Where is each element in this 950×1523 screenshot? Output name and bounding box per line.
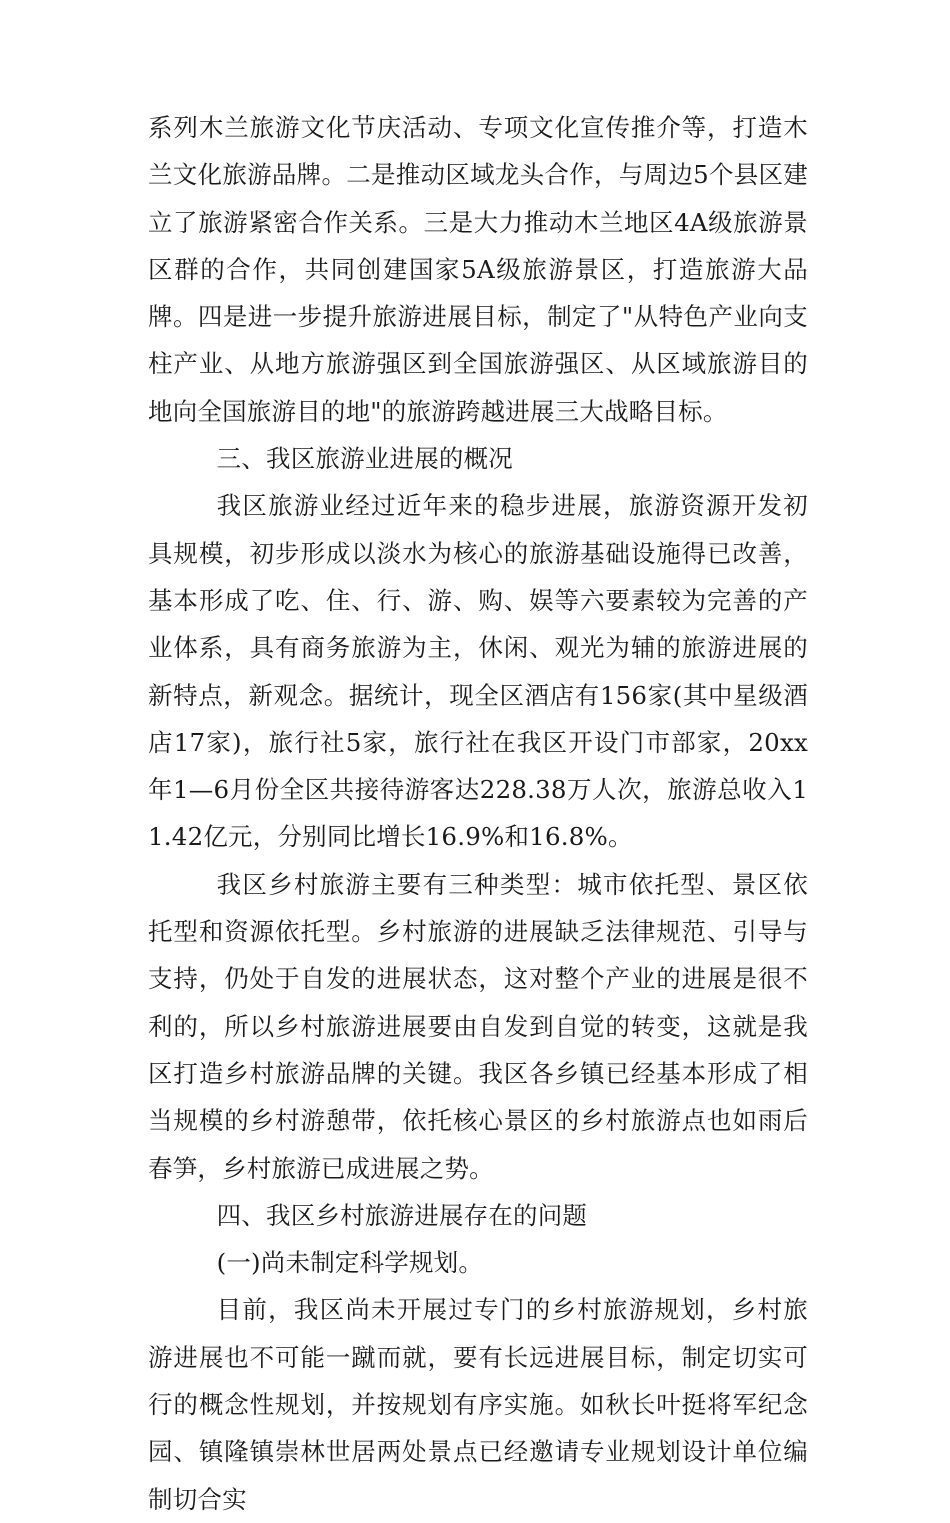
subsection-heading-1: (一)尚未制定科学规划。	[216, 1248, 484, 1278]
document-body	[148, 104, 808, 1523]
section-heading-4: 四、我区乡村旅游进展存在的问题	[216, 1200, 588, 1230]
section-heading-3: 三、我区旅游业进展的概况	[216, 444, 513, 474]
paragraph-planning: 目前，我区尚未开展过专门的乡村旅游规划，乡村旅游进展也不可能一蹴而就，要有长远进展目标，制定切实可行的概念性规划，并按规划有序实施。如秋长叶挺将军纪念园、镇隆镇崇林世居两处景点已经邀请专业规划设计单位编制切合实	[148, 1295, 808, 1514]
paragraph-continued: 系列木兰旅游文化节庆活动、专项文化宣传推介等，打造木兰文化旅游品牌。二是推动区域龙头合作，与周边5个县区建立了旅游紧密合作关系。三是大力推动木兰地区4A级旅游景区群的合作，共同创建国家5A级旅游景区，打造旅游大品牌。四是进一步提升旅游进展目标，制定了"从特色产业向支柱产业、从地方旅游强区到全国旅游强区、从区域旅游目的地向全国旅游目的地"的旅游跨越进展三大战略目标。	[148, 113, 808, 426]
paragraph-rural-types: 我区乡村旅游主要有三种类型：城市依托型、景区依托型和资源依托型。乡村旅游的进展缺乏法律规范、引导与支持，仍处于自发的进展状态，这对整个产业的进展是很不利的，所以乡村旅游进展要由自发到自觉的转变，这就是我区打造乡村旅游品牌的关键。我区各乡镇已经基本形成了相当规模的乡村游憩带，依托核心景区的乡村旅游点也如雨后春笋，乡村旅游已成进展之势。	[148, 869, 808, 1183]
paragraph-overview: 我区旅游业经过近年来的稳步进展，旅游资源开发初具规模，初步形成以淡水为核心的旅游基础设施得已改善，基本形成了吃、住、行、游、购、娱等六要素较为完善的产业体系，具有商务旅游为主，休闲、观光为辅的旅游进展的新特点，新观念。据统计，现全区酒店有156家(其中星级酒店17家)，旅行社5家，旅行社在我区开设门市部家，20xx年1—6月份全区共接待游客达228.38万人次，旅游总收入11.42亿元，分别同比增长16.9%和16.8%。	[148, 491, 808, 852]
